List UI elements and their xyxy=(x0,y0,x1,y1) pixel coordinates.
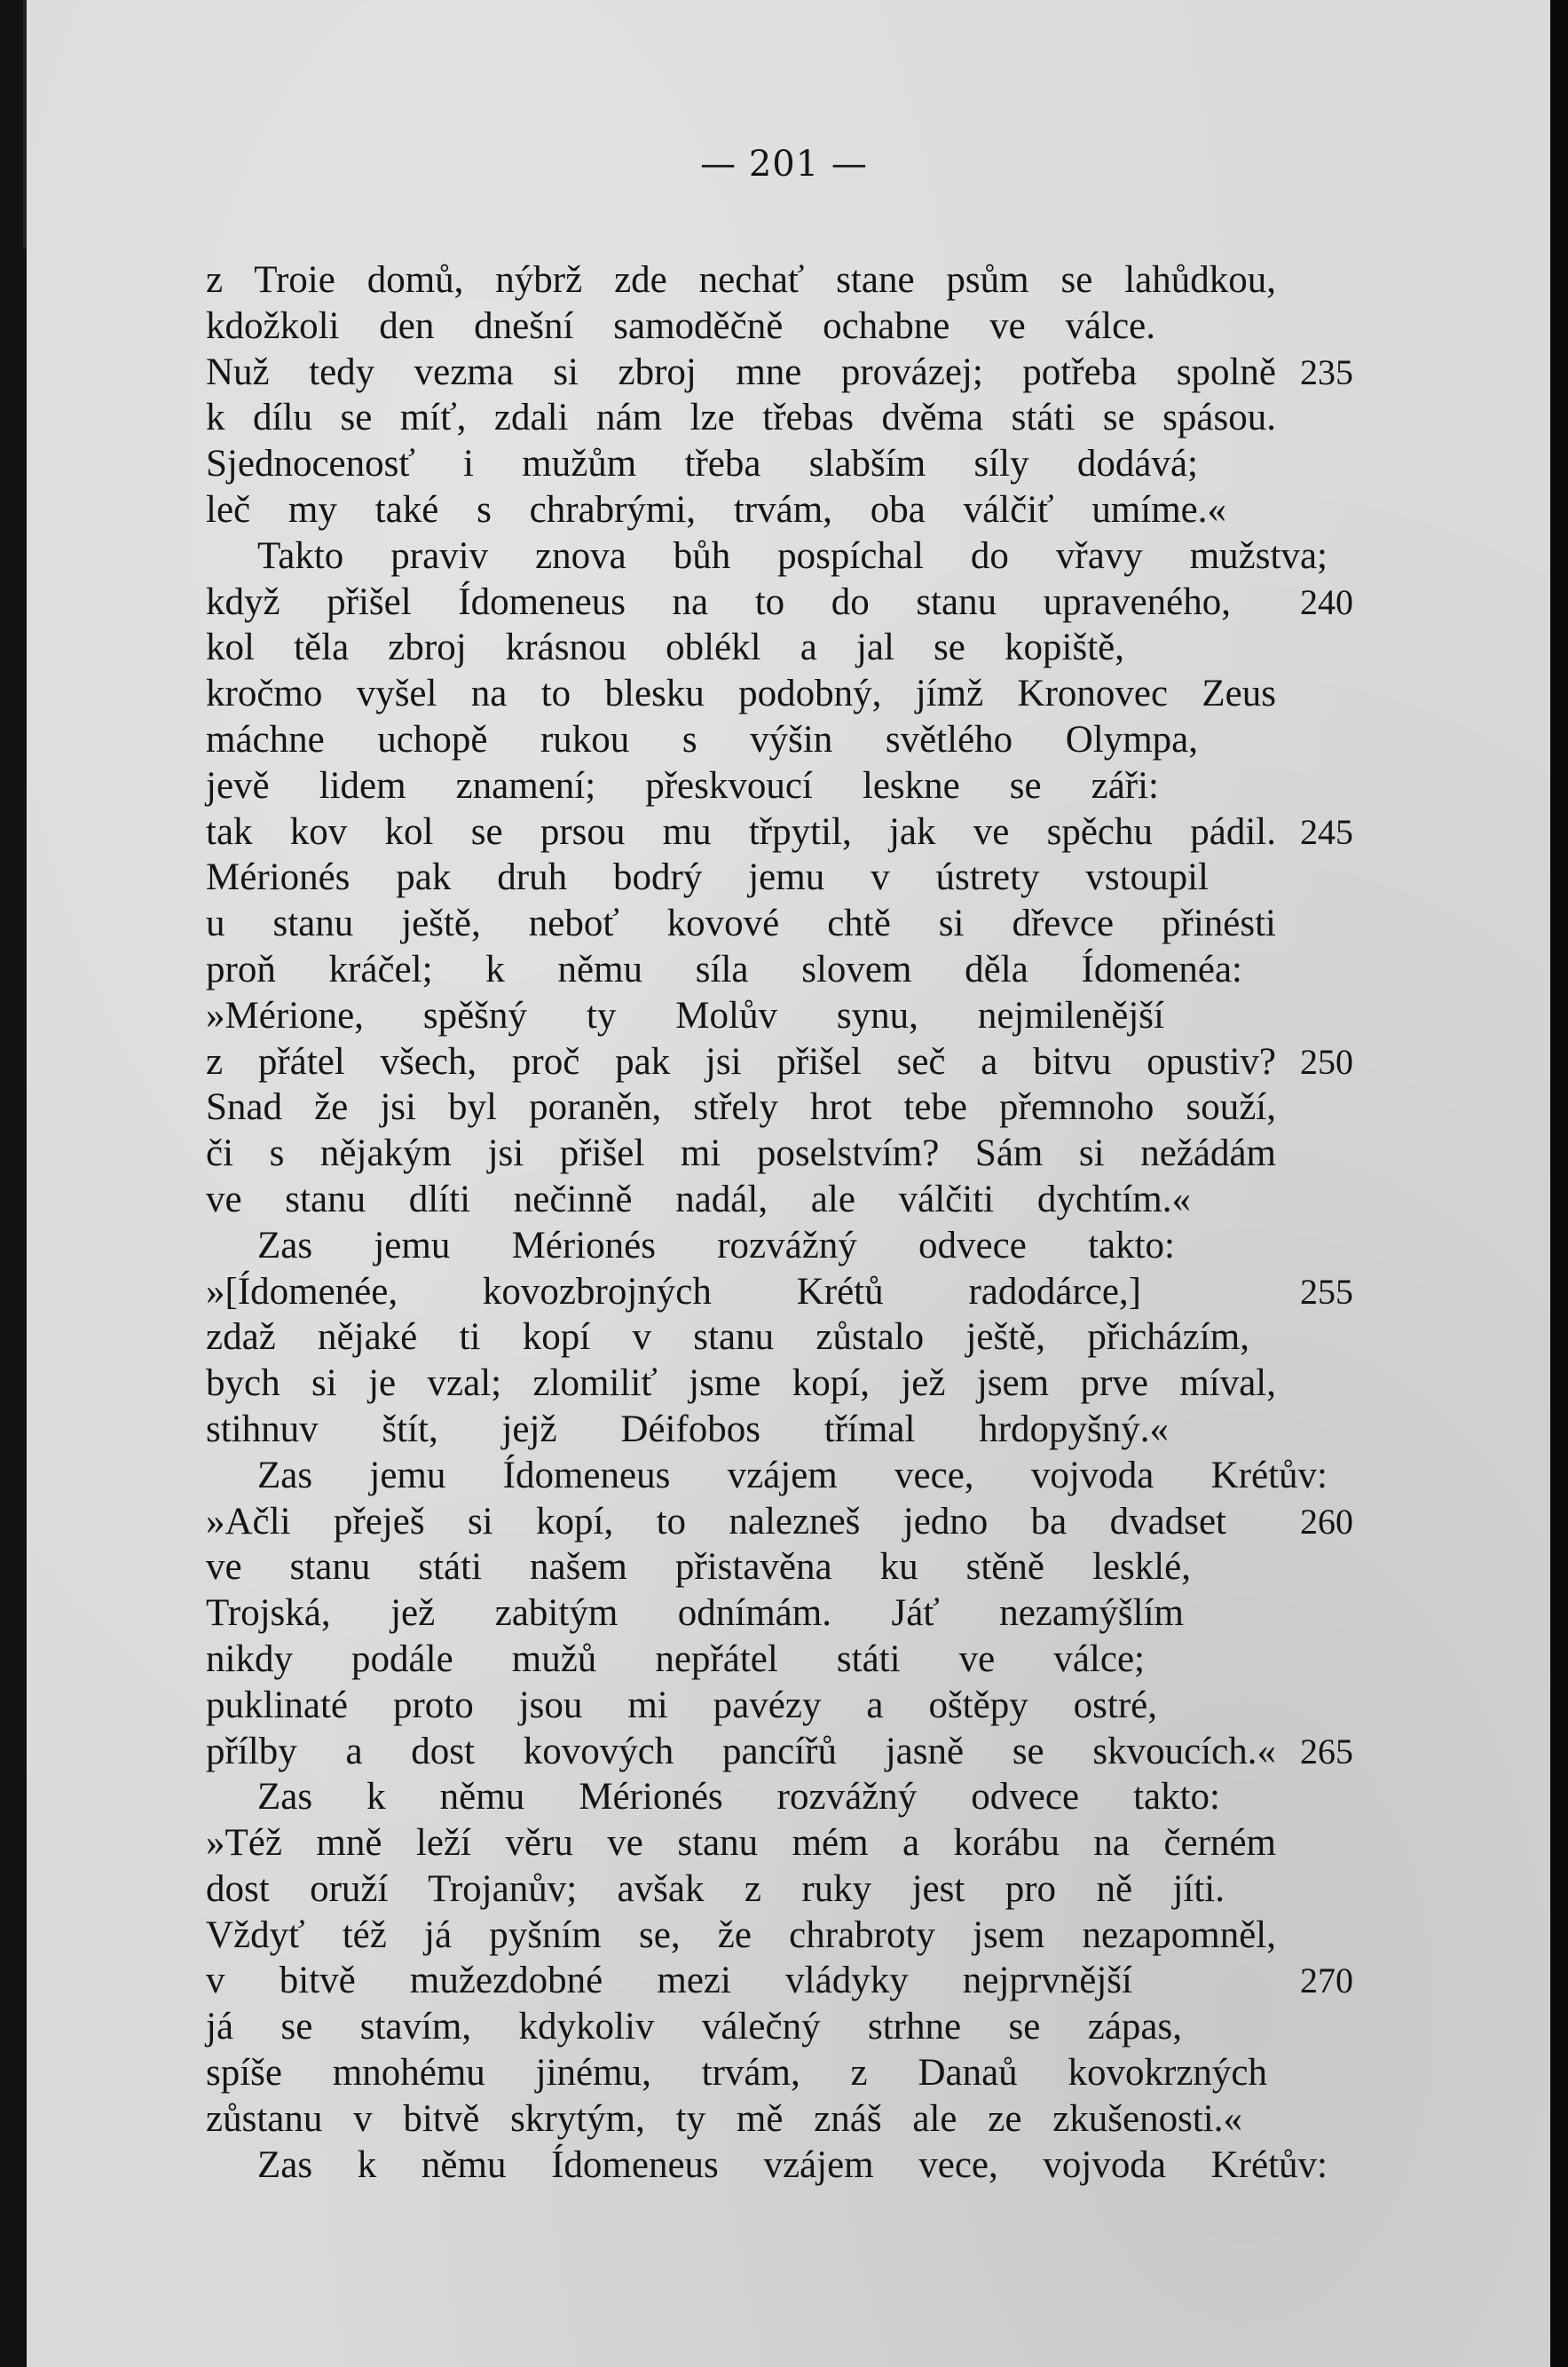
verse-line xyxy=(206,533,1377,580)
verse-line xyxy=(206,580,1377,626)
line-number: 270 xyxy=(1300,1961,1353,2001)
verse-line xyxy=(206,1314,1377,1361)
verse-text: dost oruží Trojanův; avšak z ruky jest pro ně jíti. xyxy=(206,1867,1225,1910)
verse-line xyxy=(206,717,1377,763)
line-number: 245 xyxy=(1300,811,1353,852)
verse-text: proň kráčel; k němu síla slovem děla Ídomenéa: xyxy=(206,948,1242,990)
verse-text: nikdy podále mužů nepřátel státi ve válce; xyxy=(206,1637,1145,1680)
verse-line xyxy=(206,1223,1377,1269)
verse-text: Takto praviv znova bůh pospíchal do vřavy mužstva; xyxy=(257,534,1328,577)
verse-text: ve stanu dlíti nečinně nadál, ale válčiti dychtím.« xyxy=(206,1178,1191,1220)
line-number: 235 xyxy=(1300,351,1353,392)
verse-text: Zas jemu Mérionés rozvážný odvece takto: xyxy=(257,1224,1175,1266)
verse-line xyxy=(206,1269,1377,1315)
verse-line xyxy=(206,2096,1377,2142)
verse-line xyxy=(206,809,1377,856)
verse-text: kročmo vyšel na to blesku podobný, jímž Kronovec Zeus xyxy=(206,673,1276,715)
verse-text: stihnuv štít, jejž Déifobos třímal hrdopyšný.« xyxy=(206,1408,1169,1450)
verse-line xyxy=(206,1085,1377,1131)
verse-text: z přátel všech, proč pak jsi přišel seč a bitvu opustiv? xyxy=(206,1040,1276,1083)
verse-line xyxy=(206,1590,1377,1637)
verse-line xyxy=(206,350,1377,396)
verse-text: kol těla zbroj krásnou oblékl a jal se kopiště, xyxy=(206,627,1124,669)
verse-text: v bitvě mužezdobné mezi vládyky nejprvnější xyxy=(206,1960,1132,2002)
verse-text: Zas jemu Ídomeneus vzájem vece, vojvoda Krétův: xyxy=(257,1454,1328,1496)
verse-text: »[Ídomenée, kovozbrojných Krétů radodárce,] xyxy=(206,1270,1141,1313)
verse-text: z Troie domů, nýbrž zde nechať stane psům se lahůdkou, xyxy=(206,259,1276,301)
verse-line xyxy=(206,1820,1377,1866)
verse-line xyxy=(206,763,1377,809)
verse-line xyxy=(206,1913,1377,1959)
verse-text: Trojská, jež zabitým odnímám. Jáť nezamýšlím xyxy=(206,1592,1184,1635)
verse-line xyxy=(206,1958,1377,2004)
line-number: 255 xyxy=(1300,1271,1353,1312)
verse-line xyxy=(206,257,1377,304)
line-number: 265 xyxy=(1300,1731,1353,1771)
verse-text: když přišel Ídomeneus na to do stanu upraveného, xyxy=(206,580,1231,623)
verse-text: Mérionés pak druh bodrý jemu v ústrety vstoupil xyxy=(206,856,1209,899)
verse-line xyxy=(206,1499,1377,1545)
verse-line xyxy=(206,2142,1377,2189)
verse-line xyxy=(206,855,1377,901)
verse-text: »Ačli přeješ si kopí, to nalezneš jedno ba dvadset xyxy=(206,1500,1226,1542)
verse-line xyxy=(206,1039,1377,1085)
verse-text: Zas k němu Ídomeneus vzájem vece, vojvoda Krétův: xyxy=(257,2143,1328,2186)
verse-line xyxy=(206,1131,1377,1177)
verse-text: »Mérione, spěšný ty Molův synu, nejmilenější xyxy=(206,994,1164,1037)
verse-text: Vždyť též já pyšním se, že chrabroty jsem nezapomněl, xyxy=(206,1913,1276,1956)
verse-line xyxy=(206,1774,1377,1820)
verse-line xyxy=(206,1177,1377,1223)
line-number: 260 xyxy=(1300,1501,1353,1542)
verse-text: Snad že jsi byl poraněn, střely hrot tebe přemnoho souží, xyxy=(206,1086,1276,1129)
verse-line xyxy=(206,625,1377,671)
verse-text: bych si je vzal; zlomiliť jsme kopí, jež jsem prve míval, xyxy=(206,1362,1276,1405)
line-number: 240 xyxy=(1300,581,1353,622)
verse-text: spíše mnohému jinému, trvám, z Danaů kovokrzných xyxy=(206,2052,1267,2095)
verse-text: leč my také s chrabrými, trvám, oba válčiť umíme.« xyxy=(206,488,1226,531)
verse-line xyxy=(206,304,1377,350)
binding-shadow xyxy=(23,0,27,249)
verse-text: puklinaté proto jsou mi pavézy a oštěpy ostré, xyxy=(206,1684,1157,1726)
verse-text: Nuž tedy vezma si zbroj mne provázej; potřeba spolně xyxy=(206,351,1276,393)
verse-line xyxy=(206,1637,1377,1683)
verse-text: kdožkoli den dnešní samoděčně ochabne ve válce. xyxy=(206,304,1155,347)
verse-line xyxy=(206,1544,1377,1590)
verse-line xyxy=(206,1683,1377,1729)
verse-line xyxy=(206,1407,1377,1453)
verse-line xyxy=(206,2050,1377,2096)
verse-text: »Též mně leží věru ve stanu mém a korábu na černém xyxy=(206,1822,1276,1865)
verse-text: k dílu se míť, zdali nám lze třebas dvěma státi se spásou. xyxy=(206,397,1276,439)
verse-line xyxy=(206,487,1377,533)
verse-line xyxy=(206,1361,1377,1407)
verse-line xyxy=(206,395,1377,441)
verse-text: já se stavím, kdykoliv válečný strhne se zápas, xyxy=(206,2006,1182,2048)
verse-line xyxy=(206,1729,1377,1775)
verse-text: či s nějakým jsi přišel mi poselstvím? Sám si nežádám xyxy=(206,1132,1276,1175)
verse-text: Sjednocenosť i mužům třeba slabším síly dodává; xyxy=(206,443,1198,485)
verse-text: přílby a dost kovových pancířů jasně se skvoucích.« xyxy=(206,1730,1276,1772)
verse-text: tak kov kol se prsou mu třpytil, jak ve spěchu pádil. xyxy=(206,810,1276,853)
line-number: 250 xyxy=(1300,1041,1353,1082)
verse-text: zůstanu v bitvě skrytým, ty mě znáš ale ze zkušenosti.« xyxy=(206,2097,1242,2140)
page-binding-edge xyxy=(0,0,27,2367)
verse-line xyxy=(206,993,1377,1039)
verse-line xyxy=(206,2004,1377,2050)
verse-line xyxy=(206,441,1377,487)
verse-line xyxy=(206,947,1377,993)
verse-text: máchne uchopě rukou s výšin světlého Olympa, xyxy=(206,718,1198,761)
verse-text: jevě lidem znamení; přeskvoucí leskne se záři: xyxy=(206,764,1159,807)
verse-line xyxy=(206,901,1377,947)
page-number: — 201 — xyxy=(700,144,868,185)
verse-text: Zas k němu Mérionés rozvážný odvece takto: xyxy=(257,1776,1220,1819)
verse-text: ve stanu státi našem přistavěna ku stěně lesklé, xyxy=(206,1546,1191,1589)
verse-line xyxy=(206,671,1377,717)
verse-text: zdaž nějaké ti kopí v stanu zůstalo ještě, přicházím, xyxy=(206,1316,1249,1359)
verse-line xyxy=(206,1866,1377,1913)
verse-text: u stanu ještě, neboť kovové chtě si dřevce přinésti xyxy=(206,903,1276,945)
poem-text xyxy=(206,257,1377,2188)
verse-line xyxy=(206,1453,1377,1499)
